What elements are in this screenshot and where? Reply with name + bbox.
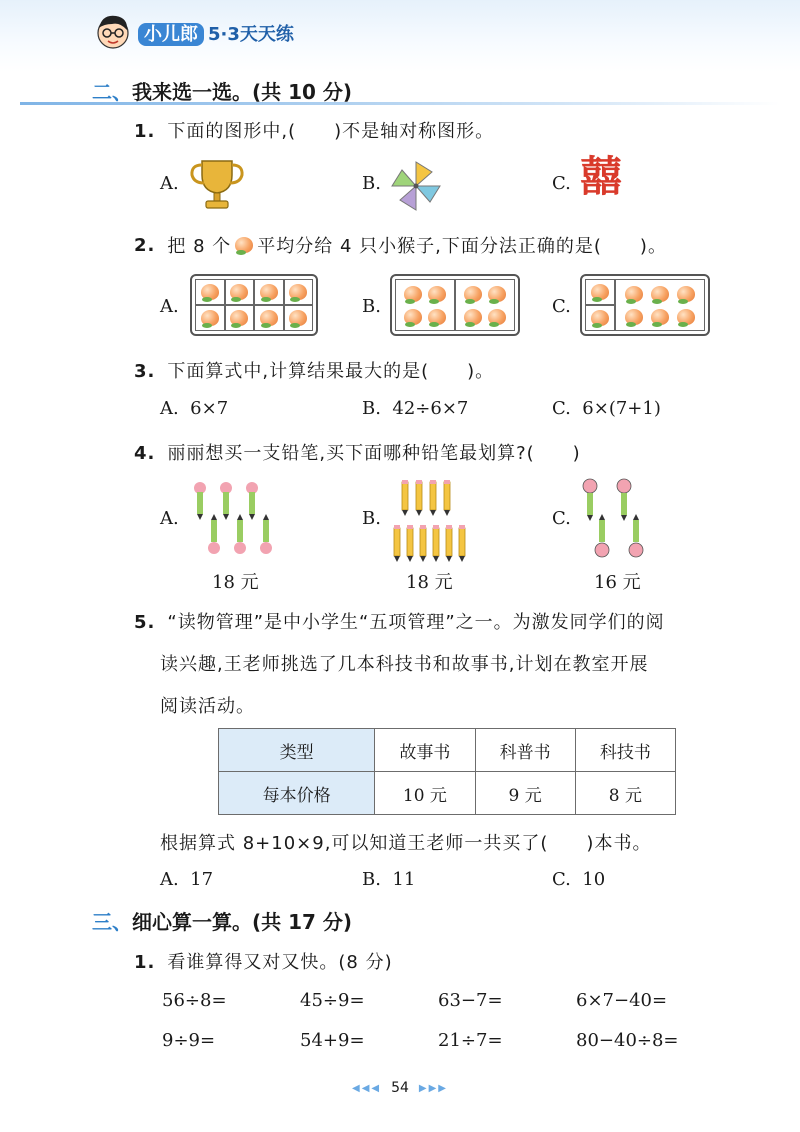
page-number: 54 [391,1080,409,1096]
table-row [219,772,676,815]
section-3-number: 三、 [92,910,132,934]
double-happiness-glyph: 囍 [580,152,623,201]
question-text: 丽丽想买一支铅笔,买下面哪种铅笔最划算?( ) [167,443,581,464]
price-table [218,728,676,815]
paragraph-line: 阅读活动。 [160,696,255,717]
arithmetic-item: 56÷8= [162,990,227,1011]
peach-icon [289,284,307,300]
table-cell: 9 元 [475,772,575,815]
option-a: A. 6×7 [160,398,229,419]
question-2 [134,232,667,258]
question-5-line-1 [134,608,665,634]
question-number: 3. [134,361,156,382]
table-cell: 每本价格 [219,772,375,815]
section-2-number: 二、 [92,80,132,104]
peach-icon [404,309,422,325]
option-b: B. 42÷6×7 [362,398,469,419]
question-text: 下面的图形中,( )不是轴对称图形。 [167,121,495,142]
peach-icon [235,237,253,253]
section-2-heading: 我来选一选。(共 10 分) [132,80,353,104]
paragraph-line: “读物管理”是中小学生“五项管理”之一。为激发同学们的阅 [167,612,665,633]
peach-icon [625,309,643,325]
section-3-heading: 细心算一算。(共 17 分) [132,910,353,934]
arithmetic-item: 54+9= [300,1030,365,1051]
peach-icon [230,310,248,326]
price-label: 18 元 [212,572,259,593]
question-3 [134,357,494,383]
arithmetic-item: 45÷9= [300,990,365,1011]
option-b: B. 11 [362,869,416,890]
price-label: 18 元 [406,572,453,593]
table-header-cell: 科普书 [475,729,575,772]
brand-title [138,20,294,46]
question-text-part1: 把 8 个 [167,236,232,257]
question-number: 4. [134,443,156,464]
arithmetic-item: 9÷9= [162,1030,216,1051]
table-cell: 10 元 [375,772,475,815]
question-text: 看谁算得又对又快。(8 分) [167,952,393,973]
option-c-grid [580,274,710,336]
question-number: 2. [134,234,156,256]
option-label: C. [552,296,571,317]
question-number: 1. [134,952,156,973]
peach-icon [625,286,643,302]
option-label: B. [362,173,381,194]
peach-icon [428,309,446,325]
option-label: C. [552,508,571,529]
series-name: 5·3天天练 [208,24,294,45]
option-label: A. [160,173,179,194]
section-2-title [92,76,352,105]
question-text: 下面算式中,计算结果最大的是( )。 [167,361,495,382]
question-1 [134,117,494,143]
peach-icon [464,309,482,325]
question-number: 1. [134,121,156,142]
option-c: C. 10 [552,869,606,890]
peach-icon [201,284,219,300]
question-4 [134,439,581,465]
peach-icon [591,310,609,326]
option-label: A. [160,296,179,317]
peach-icon [201,310,219,326]
option-label: A. [160,508,179,529]
peach-icon [591,284,609,300]
option-label: C. [552,173,571,194]
arithmetic-item: 80−40÷8= [576,1030,679,1051]
table-cell: 8 元 [575,772,675,815]
arithmetic-item: 63−7= [438,990,503,1011]
table-header-cell: 故事书 [375,729,475,772]
trophy-cup-icon [188,155,246,213]
page-footer [352,1080,448,1096]
peach-icon [428,286,446,302]
arithmetic-item: 21÷7= [438,1030,503,1051]
peach-icon [488,286,506,302]
price-label: 16 元 [594,572,641,593]
option-a: A. 17 [160,869,214,890]
flower-pencils-icon [188,480,278,566]
option-b-grid [390,274,520,336]
section-3-title [92,906,352,935]
brand-name: 小儿郎 [138,23,204,46]
paragraph-line: 读兴趣,王老师挑选了几本科技书和故事书,计划在教室开展 [160,654,649,675]
peach-icon [651,286,669,302]
pinwheel-icon [388,158,444,214]
table-header-cell: 类型 [219,729,375,772]
option-label: B. [362,296,381,317]
option-c: C. 6×(7+1) [552,398,661,419]
mascot-icon [92,10,134,52]
option-a-grid [190,274,318,336]
table-header-cell: 科技书 [575,729,675,772]
option-label: B. [362,508,381,529]
animal-pencils-icon [578,478,648,568]
peach-icon [289,310,307,326]
peach-icon [260,284,278,300]
followup-question: 根据算式 8+10×9,可以知道王老师一共买了( )本书。 [160,833,652,854]
table-header-row [219,729,676,772]
peach-icon [651,309,669,325]
right-arrows-icon: ▶▶▶ [418,1082,448,1094]
section-3-question-1 [134,948,393,974]
left-arrows-icon: ◀◀◀ [352,1082,382,1094]
peach-icon [464,286,482,302]
peach-icon [488,309,506,325]
peach-icon [230,284,248,300]
question-text-part2: 平均分给 4 只小猴子,下面分法正确的是( )。 [257,236,667,257]
peach-icon [404,286,422,302]
question-number: 5. [134,612,156,633]
peach-icon [260,310,278,326]
plain-pencils-icon [390,478,470,568]
peach-icon [677,309,695,325]
arithmetic-item: 6×7−40= [576,990,668,1011]
peach-icon [677,286,695,302]
